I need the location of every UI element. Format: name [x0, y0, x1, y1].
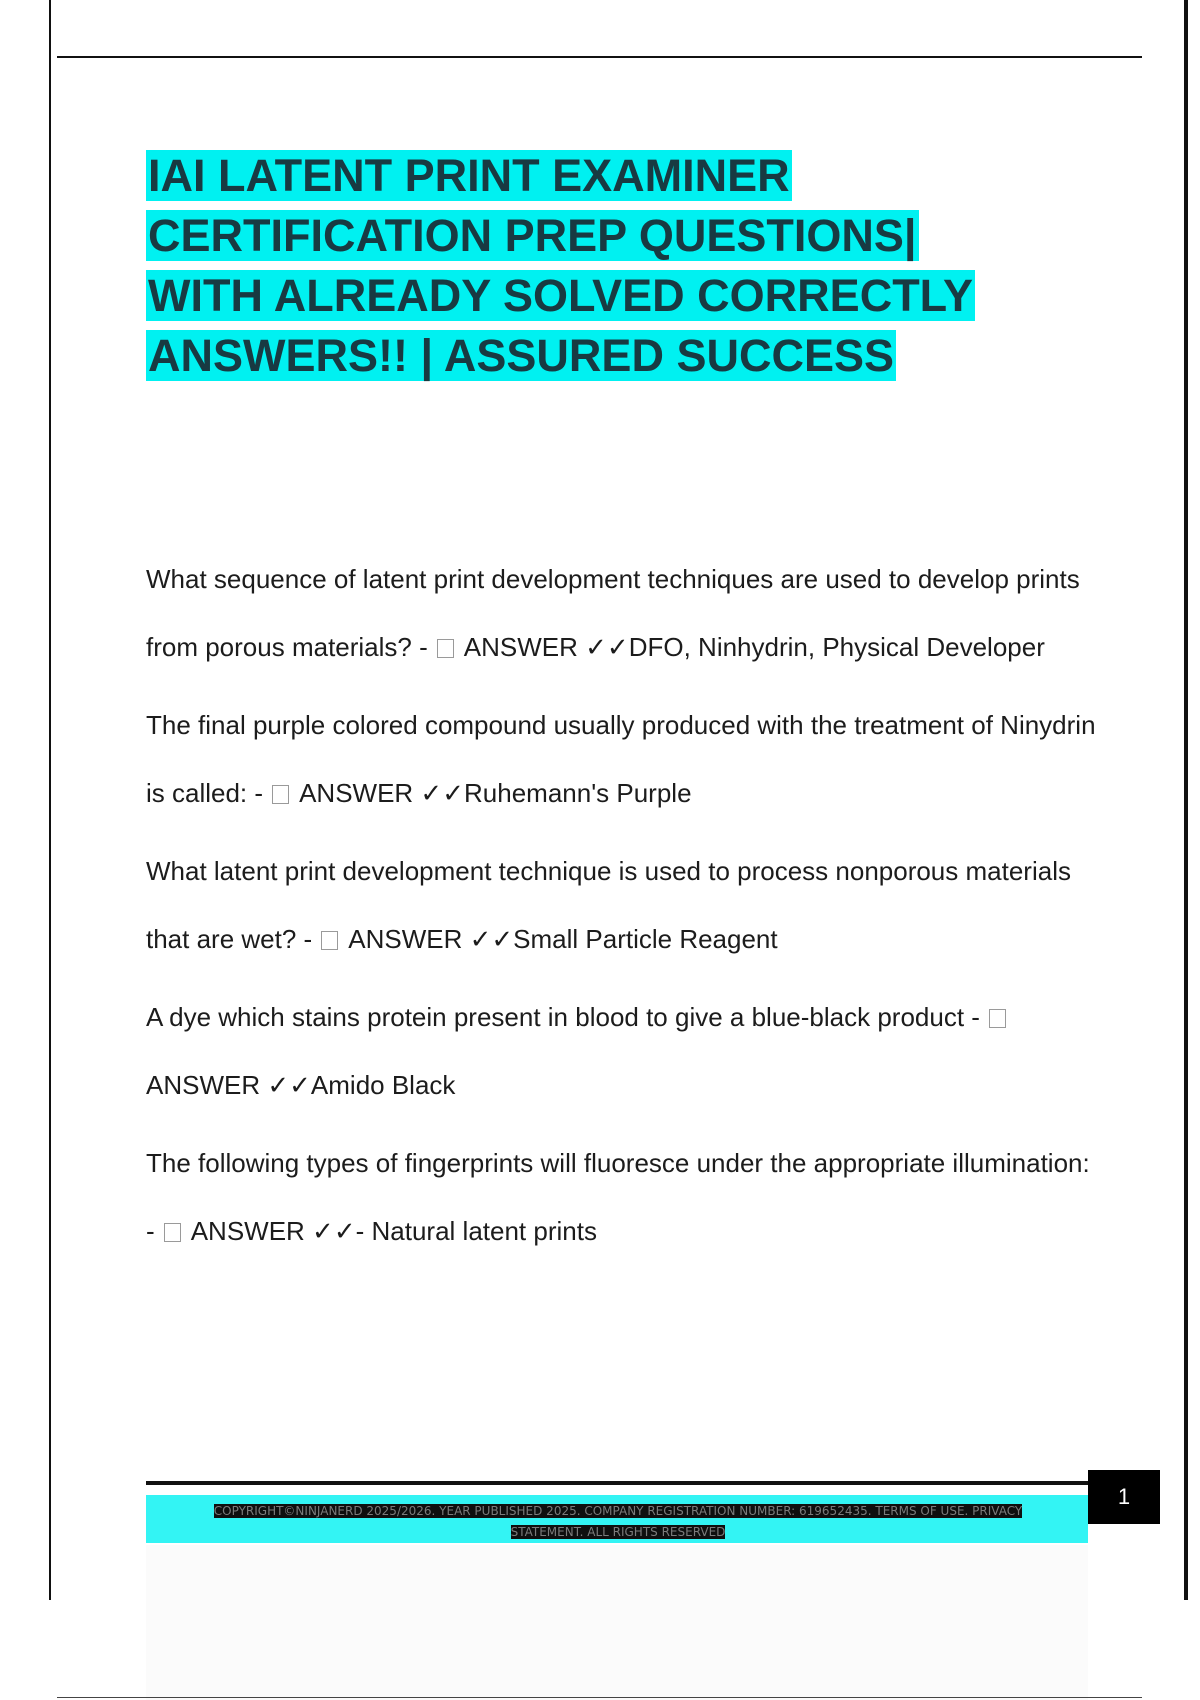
question-text: What latent print development technique is used to process nonporous materials that are wet? -	[146, 856, 1071, 954]
document-title	[146, 146, 1086, 386]
answer-label: ANSWER ✓✓	[190, 1216, 356, 1246]
answer-text: Small Particle Reagent	[513, 924, 778, 954]
question-answer-item	[146, 691, 1096, 827]
question-answer-item	[146, 837, 1096, 973]
answer-label: ANSWER ✓✓	[463, 632, 629, 662]
question-text: A dye which stains protein present in blood to give a blue-black product -	[146, 1002, 980, 1032]
answer-text: - Natural latent prints	[355, 1216, 597, 1246]
question-answer-item	[146, 1129, 1096, 1265]
question-answer-item	[146, 983, 1096, 1119]
question-answer-list	[146, 545, 1096, 1275]
bottom-rule	[57, 1697, 1142, 1698]
question-text: The final purple colored compound usually produced with the treatment of Ninydrin is called: -	[146, 710, 1096, 808]
box-icon	[164, 1223, 181, 1242]
answer-label: ANSWER ✓✓	[348, 924, 514, 954]
answer-label: ANSWER ✓✓	[299, 778, 464, 808]
title-line: WITH ALREADY SOLVED CORRECTLY	[148, 270, 974, 321]
page-left-border	[49, 0, 51, 1600]
footer-rule	[146, 1481, 1088, 1485]
copyright-line: STATEMENT. ALL RIGHTS RESERVED	[510, 1525, 726, 1539]
title-line: IAI LATENT PRINT EXAMINER	[148, 150, 790, 201]
answer-label: ANSWER ✓✓	[146, 1070, 311, 1100]
copyright-line: COPYRIGHT©NINJANERD 2025/2026. YEAR PUBLISHED 2025. COMPANY REGISTRATION NUMBER: 619652435. TERMS OF USE. PRIVACY	[213, 1504, 1023, 1518]
header-rule	[57, 56, 1142, 58]
box-icon	[321, 931, 338, 950]
box-icon	[437, 639, 454, 658]
page-right-border	[1184, 0, 1188, 1600]
title-line: ANSWERS!! | ASSURED SUCCESS	[148, 330, 894, 381]
title-line: CERTIFICATION PREP QUESTIONS|	[148, 210, 917, 261]
question-text: The following types of fingerprints will fluoresce under the appropriate illumination: -	[146, 1148, 1090, 1246]
copyright-notice	[168, 1501, 1068, 1543]
question-text: What sequence of latent print development techniques are used to develop prints from porous materials? -	[146, 564, 1080, 662]
answer-text: DFO, Ninhydrin, Physical Developer	[628, 632, 1045, 662]
answer-text: Ruhemann's Purple	[464, 778, 692, 808]
question-answer-item	[146, 545, 1096, 681]
box-icon	[272, 785, 289, 804]
box-icon	[989, 1009, 1006, 1028]
answer-text: Amido Black	[310, 1070, 456, 1100]
faint-footer-area	[146, 1545, 1088, 1700]
page-number: 1	[1088, 1470, 1160, 1524]
